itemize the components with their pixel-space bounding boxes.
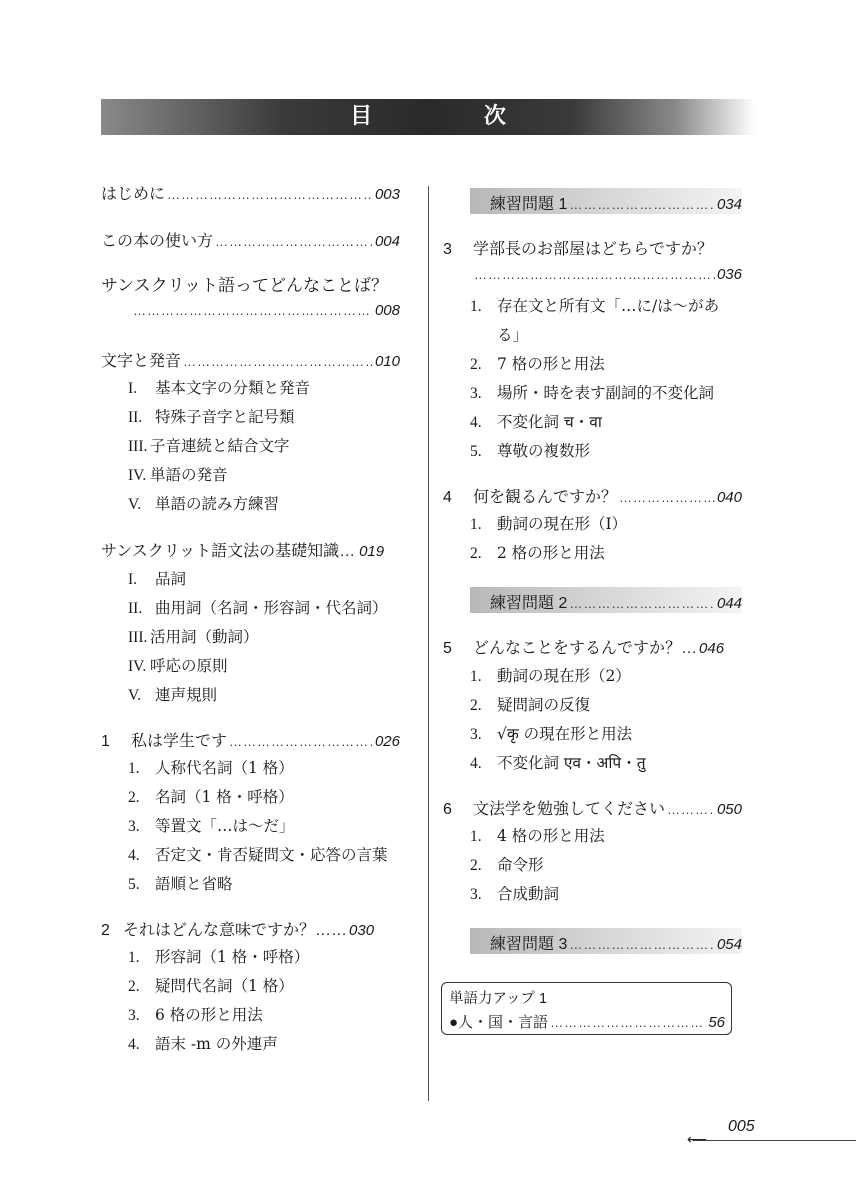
leader-dots	[667, 802, 715, 817]
toc-page-number: 054	[716, 936, 742, 953]
subentry-label: 尊敬の複数形	[496, 442, 590, 460]
subentry-number: 2.	[470, 857, 482, 874]
toc-subentry[interactable]	[128, 654, 228, 676]
toc-subentry[interactable]	[128, 1003, 263, 1025]
footer-page-number: 005	[728, 1118, 755, 1135]
subentry-number: 4.	[128, 1036, 140, 1053]
subentry-number: 2.	[128, 978, 140, 995]
toc-entry-label: ●人・国・言語	[449, 1014, 549, 1031]
toc-subentry[interactable]	[128, 492, 279, 514]
subentry-label: 名詞（1 格・呼格）	[154, 788, 294, 806]
toc-entry-chapter-5[interactable]	[443, 635, 742, 658]
leader-dots	[474, 267, 715, 282]
chapter-number: 2	[101, 922, 110, 939]
toc-subentry[interactable]	[128, 405, 294, 427]
subentry-label: 活用詞（動詞）	[150, 628, 259, 646]
toc-subentry[interactable]	[128, 974, 294, 996]
toc-page-number: 050	[716, 801, 742, 818]
subentry-label: 単語の読み方練習	[154, 495, 279, 513]
subentry-number: 2.	[128, 789, 140, 806]
toc-entry-label: サンスクリット語文法の基礎知識…	[101, 543, 356, 560]
subentry-label: 語順と省略	[154, 875, 233, 893]
toc-entry-sanskrit[interactable]: サンスクリット語ってどんなことば？	[101, 276, 388, 295]
subentry-number: 4.	[128, 847, 140, 864]
subentry-label: 動詞の現在形（I）	[496, 515, 628, 533]
leader-dots	[619, 490, 715, 505]
subentry-label: 動詞の現在形（2）	[496, 667, 631, 685]
toc-subentry[interactable]	[128, 843, 387, 865]
toc-subentry[interactable]	[128, 785, 294, 807]
toc-entry-label: 文法学を勉強してください	[473, 801, 666, 818]
subentry-number: 2.	[470, 697, 482, 714]
subentry-number: I.	[128, 571, 138, 588]
leader-dots	[569, 937, 715, 952]
toc-subentry[interactable]	[128, 683, 217, 705]
toc-subentry[interactable]	[470, 541, 605, 563]
subentry-label: 子音連続と結合文字	[150, 437, 290, 455]
subentry-number: 1.	[128, 760, 140, 777]
subentry-label: 否定文・肯否疑問文・応答の言葉	[154, 846, 388, 864]
toc-entry-label: 練習問題 1	[490, 196, 568, 213]
toc-subentry[interactable]	[128, 625, 259, 647]
toc-entry-chapter-6[interactable]	[443, 796, 742, 819]
subentry-label: 疑問代名詞（1 格）	[154, 977, 294, 995]
toc-subentry[interactable]	[128, 567, 186, 589]
toc-subentry[interactable]	[470, 439, 590, 461]
toc-page-number: 034	[716, 196, 742, 213]
toc-page-number: 044	[716, 595, 742, 612]
toc-entry-grammar[interactable]	[101, 538, 400, 561]
arrow-left-icon: ⟵	[687, 1132, 708, 1148]
toc-page-number: 003	[374, 186, 400, 203]
toc-subentry[interactable]	[470, 410, 602, 432]
subentry-number: V.	[128, 496, 142, 513]
toc-entry-howto[interactable]	[101, 228, 400, 251]
toc-subentry[interactable]	[128, 596, 387, 618]
subentry-number: II.	[128, 600, 143, 617]
toc-entry-label: 文字と発音	[101, 353, 182, 370]
leader-dots	[167, 187, 373, 202]
subentry-label: 基本文字の分類と発音	[154, 379, 310, 397]
vocabulary-box-title: 単語力アップ 1	[449, 991, 548, 1007]
subentry-label: √कृ の現在形と用法	[496, 725, 633, 743]
subentry-label: 曲用詞（名詞・形容詞・代名詞）	[154, 599, 388, 617]
toc-page-number: 036	[716, 266, 742, 283]
toc-subentry[interactable]	[128, 1032, 278, 1054]
subentry-label: 呼応の原則	[150, 657, 228, 675]
toc-page-number: 030	[349, 922, 375, 939]
toc-page-number: 010	[374, 353, 400, 370]
subentry-label: 7 格の形と用法	[496, 355, 605, 373]
subentry-label: 連声規則	[154, 686, 217, 704]
toc-subentry[interactable]	[470, 693, 590, 715]
subentry-label: 疑問詞の反復	[496, 696, 590, 714]
subentry-number: 2.	[470, 545, 482, 562]
subentry-label: 等置文「…は～だ」	[154, 817, 295, 835]
chapter-number: 6	[443, 801, 452, 818]
toc-subentry[interactable]	[128, 814, 294, 836]
toc-entry-chapter-1[interactable]	[101, 728, 400, 751]
toc-subentry[interactable]	[470, 512, 627, 534]
subentry-number: 1.	[470, 828, 482, 845]
subentry-label: 不変化詞 च・वा	[496, 413, 602, 431]
toc-entry-script[interactable]	[101, 348, 400, 371]
subentry-number: V.	[128, 687, 142, 704]
toc-page-number: 026	[374, 733, 400, 750]
chapter-number: 1	[101, 733, 110, 750]
subentry-label: 単語の発音	[150, 466, 228, 484]
leader-dots	[569, 197, 715, 212]
subentry-number: 4.	[470, 414, 482, 431]
subentry-label: 2 格の形と用法	[496, 544, 605, 562]
subentry-number: 3.	[128, 1007, 140, 1024]
subentry-label: 語末 -m の外連声	[154, 1035, 278, 1053]
toc-subentry[interactable]	[470, 824, 605, 846]
leader-dots	[229, 734, 373, 749]
title-banner	[101, 99, 755, 135]
subentry-label: 形容詞（1 格・呼格）	[154, 948, 310, 966]
subentry-number: I.	[128, 380, 138, 397]
toc-entry-chapter-3[interactable]	[443, 236, 763, 259]
leader-dots	[133, 303, 373, 318]
subentry-number: II.	[128, 409, 143, 426]
toc-subentry[interactable]	[470, 352, 605, 374]
subentry-number: 2.	[470, 356, 482, 373]
subentry-number: IV.	[128, 658, 147, 675]
subentry-label: 6 格の形と用法	[154, 1006, 263, 1024]
toc-subentry[interactable]	[470, 751, 646, 773]
toc-entry-label: 何を観るんですか？	[473, 489, 618, 506]
toc-page-number: 56	[708, 1014, 725, 1031]
toc-subentry[interactable]	[470, 294, 719, 316]
toc-entry-exercise-1[interactable]	[490, 191, 742, 214]
toc-entry-sanskrit-page[interactable]	[133, 302, 400, 319]
toc-entry-exercise-3[interactable]	[490, 931, 742, 954]
toc-page-number: 008	[374, 302, 400, 319]
toc-entry-chapter-4[interactable]	[443, 484, 742, 507]
toc-entry-vocabulary[interactable]	[449, 1011, 725, 1032]
toc-entry-label: 私は学生です	[131, 733, 228, 750]
column-divider	[428, 186, 429, 1101]
toc-entry-label: はじめに	[101, 186, 166, 203]
toc-entry-label: 練習問題 2	[490, 595, 568, 612]
toc-entry-label: どんなことをするんですか？…	[473, 640, 698, 657]
toc-entry-label: 学部長のお部屋はどちらですか？	[473, 241, 713, 258]
subentry-number: 1.	[470, 668, 482, 685]
subentry-label: 不変化詞 एव・अपि・तु	[496, 754, 646, 772]
leader-dots	[183, 354, 373, 369]
footer-rule	[693, 1140, 856, 1141]
subentry-label: る」	[496, 326, 528, 344]
subentry-label: 合成動詞	[496, 885, 559, 903]
subentry-number: 5.	[128, 876, 140, 893]
toc-subentry[interactable]	[128, 872, 232, 894]
toc-subentry[interactable]	[470, 664, 631, 686]
subentry-label: 命令形	[496, 856, 544, 874]
toc-page-number: 019	[359, 543, 385, 560]
subentry-number: IV.	[128, 467, 147, 484]
subentry-number: 1.	[128, 949, 140, 966]
toc-subentry[interactable]	[470, 381, 714, 403]
subentry-label: 特殊子音字と記号類	[154, 408, 295, 426]
toc-entry-intro[interactable]	[101, 181, 400, 204]
toc-subentry[interactable]	[128, 376, 310, 398]
toc-subentry-continued[interactable]	[470, 323, 528, 345]
toc-subentry[interactable]	[128, 434, 290, 456]
toc-subentry[interactable]	[470, 722, 632, 744]
subentry-number: 4.	[470, 755, 482, 772]
subentry-label: 存在文と所有文「…に/は～があ	[496, 297, 720, 315]
subentry-label: 品詞	[154, 570, 186, 588]
toc-page-number: 046	[699, 640, 725, 657]
chapter-number: 4	[443, 489, 452, 506]
toc-entry-label: 練習問題 3	[490, 936, 568, 953]
toc-subentry[interactable]	[128, 463, 228, 485]
leader-dots	[569, 596, 715, 611]
subentry-number: 5.	[470, 443, 482, 460]
toc-page-number: 040	[716, 489, 742, 506]
subentry-label: 人称代名詞（1 格）	[154, 759, 294, 777]
toc-entry-label: この本の使い方	[101, 233, 214, 250]
toc-subentry[interactable]	[470, 882, 559, 904]
leader-dots	[215, 234, 373, 249]
page-title: 目 次	[350, 104, 558, 129]
leader-dots	[550, 1015, 706, 1030]
toc-subentry[interactable]	[470, 853, 543, 875]
toc-entry-chapter-3-page[interactable]	[474, 266, 742, 283]
subentry-number: 1.	[470, 516, 482, 533]
toc-entry-chapter-2[interactable]	[101, 917, 400, 940]
subentry-number: III.	[128, 438, 148, 455]
toc-subentry[interactable]	[128, 945, 309, 967]
subentry-number: 3.	[470, 886, 482, 903]
toc-subentry[interactable]	[128, 756, 294, 778]
subentry-number: 3.	[470, 385, 482, 402]
subentry-number: 1.	[470, 298, 482, 315]
subentry-number: III.	[128, 629, 148, 646]
toc-entry-exercise-2[interactable]	[490, 590, 742, 613]
subentry-label: 4 格の形と用法	[496, 827, 605, 845]
chapter-number: 3	[443, 241, 452, 258]
vocabulary-box[interactable]	[441, 982, 732, 1035]
toc-entry-label: それはどんな意味ですか？……	[123, 922, 348, 939]
chapter-number: 5	[443, 640, 452, 657]
toc-page-number: 004	[374, 233, 400, 250]
subentry-number: 3.	[128, 818, 140, 835]
subentry-label: 場所・時を表す副詞的不変化詞	[496, 384, 714, 402]
subentry-number: 3.	[470, 726, 482, 743]
